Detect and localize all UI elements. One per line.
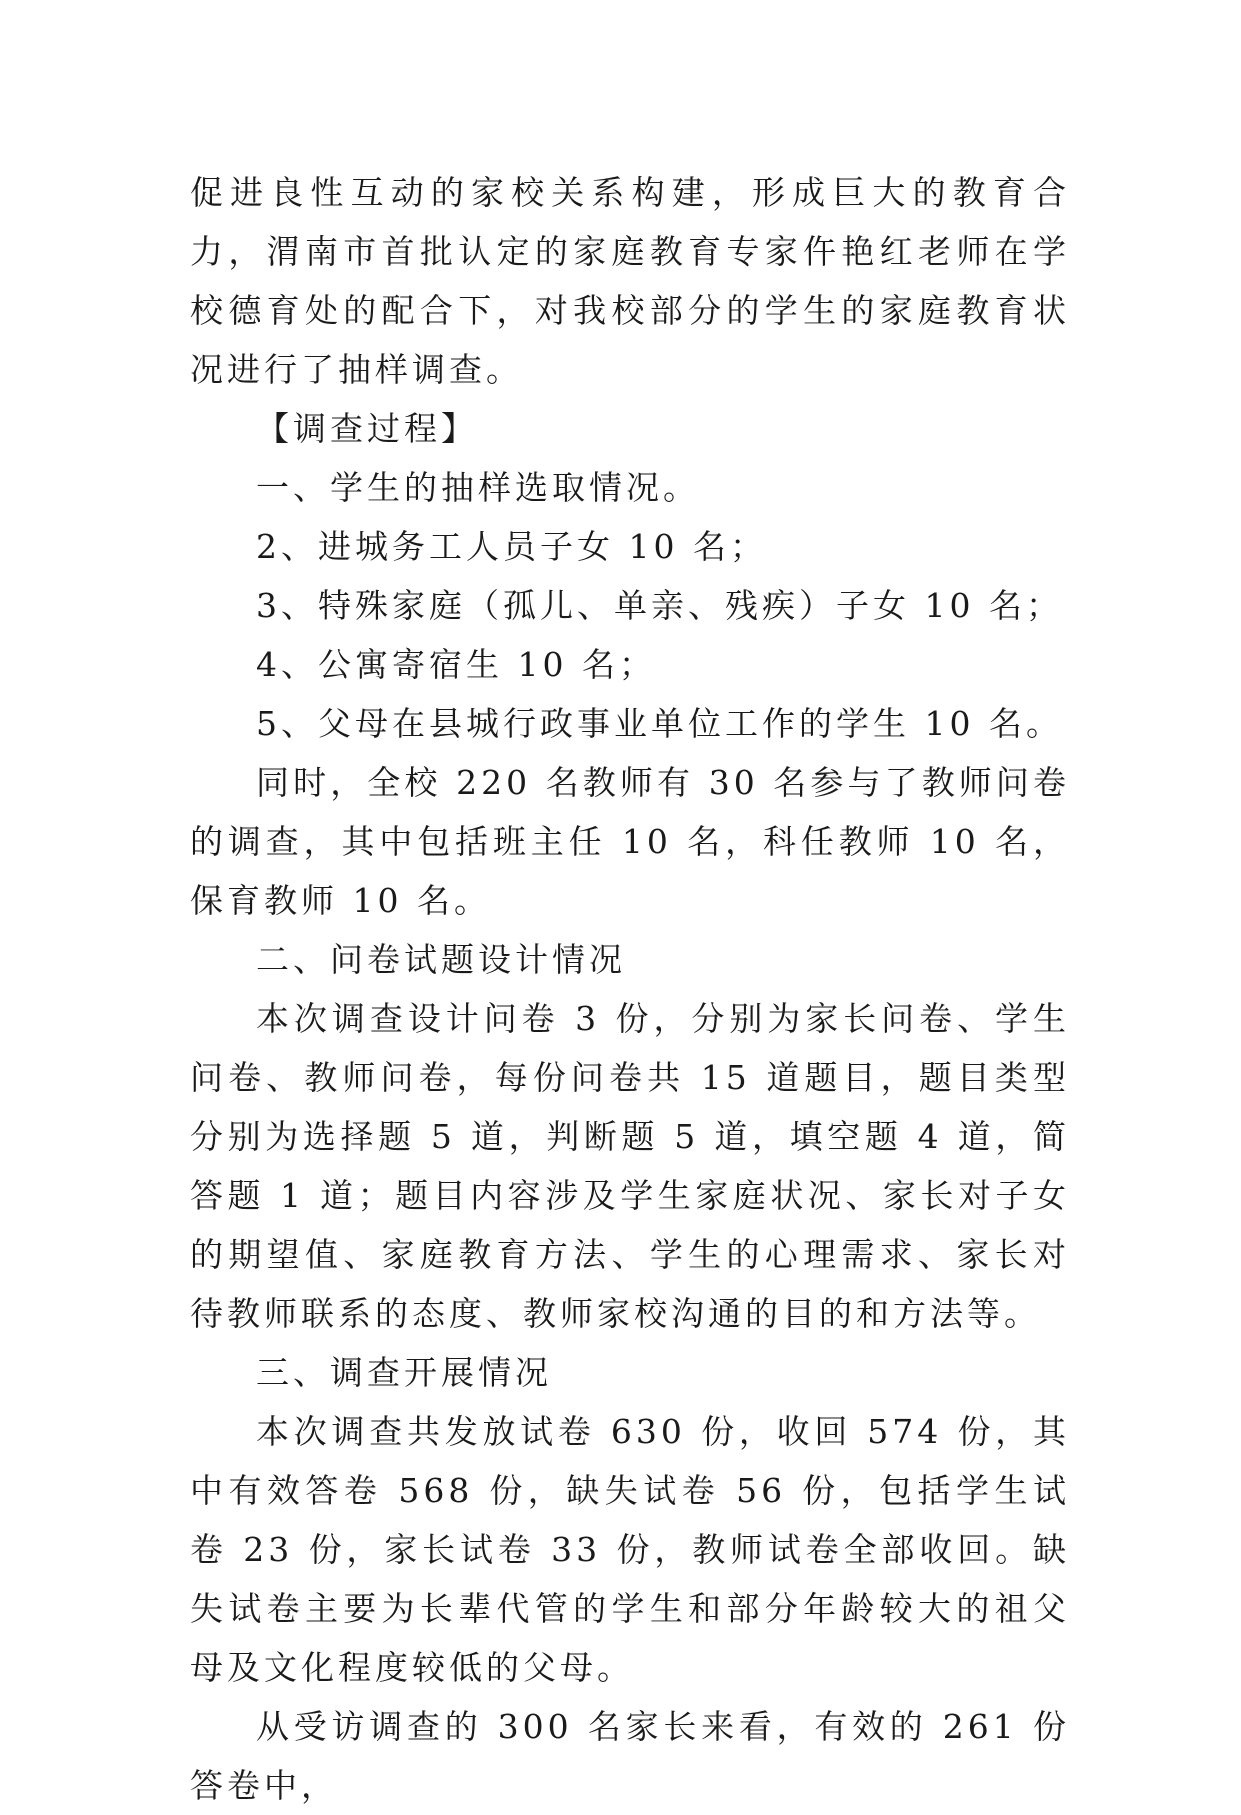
paragraph-questionnaire-design: 本次调查设计问卷 3 份，分别为家长问卷、学生问卷、教师问卷，每份问卷共 15 道题目，题目类型分别为选择题 5 道，判断题 5 道，填空题 4 道，简答题 1 道；题目内容涉及学生家庭状况、家长对子女的期望值、家庭教育方法、学生的心理需求、家长对待教师联系的态度、教师家校沟通的目的和方法等。 (190, 999, 1070, 1333)
paragraph-intro-continued: 促进良性互动的家校关系构建，形成巨大的教育合力，渭南市首批认定的家庭教育专家仵艳红老师在学校德育处的配合下，对我校部分的学生的家庭教育状况进行了抽样调查。 (190, 173, 1070, 389)
paragraph-survey-execution: 本次调查共发放试卷 630 份，收回 574 份，其中有效答卷 568 份，缺失试卷 56 份，包括学生试卷 23 份，家长试卷 33 份，教师试卷全部收回。缺失试卷主要为长辈代管的学生和部分年龄较大的祖父母及文化程度较低的父母。 (190, 1412, 1070, 1687)
paragraph-parent-results: 从受访调查的 300 名家长来看，有效的 261 份答卷中， (190, 1707, 1070, 1805)
subheading-student-sampling: 一、学生的抽样选取情况。 (256, 468, 700, 507)
list-item-migrant-worker-children: 2、进城务工人员子女 10 名； (256, 527, 767, 566)
subheading-survey-execution: 三、调查开展情况 (256, 1353, 552, 1392)
document-body (190, 163, 1070, 1815)
list-item-civil-servant-parents: 5、父母在县城行政事业单位工作的学生 10 名。 (256, 704, 1063, 743)
paragraph-teacher-participation: 同时，全校 220 名教师有 30 名参与了教师问卷的调查，其中包括班主任 10 名，科任教师 10 名，保育教师 10 名。 (190, 763, 1070, 920)
list-item-special-families: 3、特殊家庭（孤儿、单亲、残疾）子女 10 名； (256, 586, 1063, 625)
list-item-boarding-students: 4、公寓寄宿生 10 名； (256, 645, 656, 684)
section-heading-survey-process: 【调查过程】 (256, 409, 478, 448)
subheading-questionnaire-design: 二、问卷试题设计情况 (256, 940, 626, 979)
